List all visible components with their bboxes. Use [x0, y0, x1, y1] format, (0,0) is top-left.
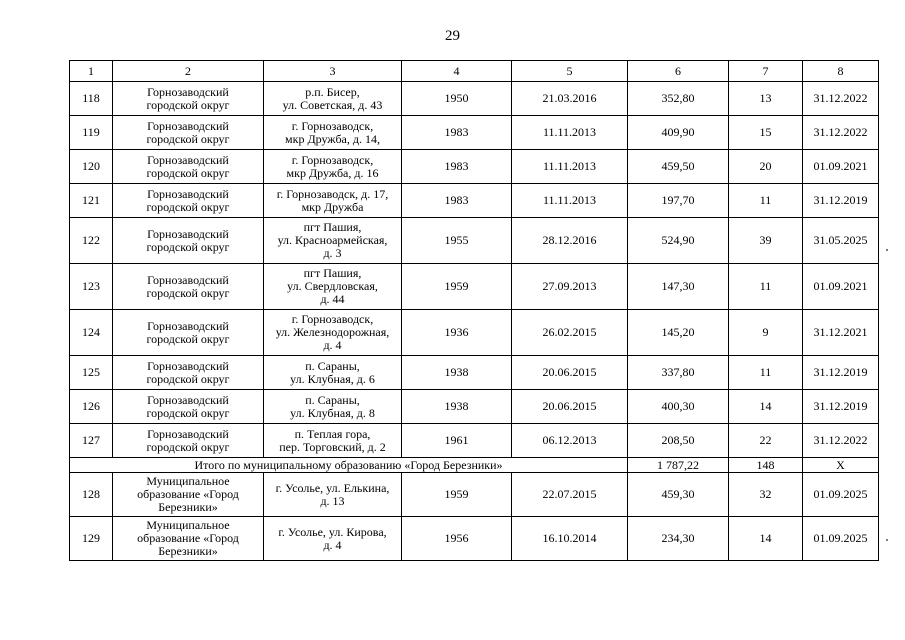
build-year-cell	[402, 473, 512, 517]
build-year-cell	[402, 310, 512, 356]
table-row	[70, 310, 879, 356]
build-year-text: 1955	[444, 233, 469, 247]
residents-cell	[729, 390, 803, 424]
row-number-text: 119	[82, 125, 100, 139]
table-row	[70, 473, 879, 517]
resettlement-deadline-text: 01.09.2025	[813, 487, 868, 501]
build-year-text: 1959	[444, 487, 469, 501]
subtotal-label: Итого по муниципальному образованию «Город Березники»	[70, 458, 628, 473]
recognition-date-text: 11.11.2013	[542, 159, 597, 173]
resettlement-deadline-cell	[803, 184, 879, 218]
residents-text: 14	[759, 399, 772, 413]
area-cell	[628, 310, 729, 356]
area-cell	[628, 116, 729, 150]
recognition-date-text: 27.09.2013	[542, 279, 597, 293]
resettlement-deadline-text: 31.12.2022	[813, 91, 868, 105]
municipality-text: Горнозаводский городской округ	[146, 152, 230, 180]
recognition-date-cell	[512, 116, 628, 150]
header-cell: 3	[264, 61, 402, 82]
municipality-cell	[113, 356, 264, 390]
area-text: 208,50	[661, 433, 695, 447]
resettlement-deadline-cell	[803, 517, 879, 561]
address-text: р.п. Бисер, ул. Советская, д. 43	[282, 84, 383, 112]
recognition-date-text: 21.03.2016	[542, 91, 597, 105]
residents-text: 39	[759, 233, 772, 247]
area-cell	[628, 150, 729, 184]
header-cell: 6	[628, 61, 729, 82]
residents-text: 20	[759, 159, 772, 173]
address-text: пгт Пашия, ул. Свердловская, д. 44	[287, 266, 378, 306]
address-cell	[264, 82, 402, 116]
residents-text: 14	[759, 531, 772, 545]
area-text: 459,30	[661, 487, 695, 501]
area-cell	[628, 390, 729, 424]
residents-cell	[729, 184, 803, 218]
table-body-gornozavodsk	[70, 82, 879, 458]
resettlement-deadline-text: 31.05.2025	[813, 233, 868, 247]
recognition-date-cell	[512, 473, 628, 517]
area-cell	[628, 218, 729, 264]
municipality-cell	[113, 424, 264, 458]
header-cell: 4	[402, 61, 512, 82]
municipality-text: Горнозаводский городской округ	[146, 318, 230, 346]
header-cell: 2	[113, 61, 264, 82]
resettlement-deadline-cell	[803, 473, 879, 517]
resettlement-deadline-text: 31.12.2022	[813, 433, 868, 447]
row-number-cell	[70, 390, 113, 424]
recognition-date-text: 11.11.2013	[542, 125, 597, 139]
area-text: 147,30	[661, 279, 695, 293]
recognition-date-text: 20.06.2015	[542, 365, 597, 379]
municipality-cell	[113, 390, 264, 424]
municipality-text: Горнозаводский городской округ	[146, 226, 230, 254]
address-text: п. Теплая гора, пер. Торговский, д. 2	[279, 426, 386, 454]
row-number-text: 123	[82, 279, 100, 293]
resettlement-deadline-text: 31.12.2022	[813, 125, 868, 139]
build-year-cell	[402, 356, 512, 390]
area-text: 409,90	[661, 125, 695, 139]
area-text: 197,70	[661, 193, 695, 207]
build-year-cell	[402, 218, 512, 264]
recognition-date-cell	[512, 310, 628, 356]
recognition-date-text: 06.12.2013	[542, 433, 597, 447]
table-row	[70, 82, 879, 116]
municipality-cell	[113, 116, 264, 150]
table-row	[70, 356, 879, 390]
municipality-cell	[113, 517, 264, 561]
build-year-cell	[402, 517, 512, 561]
subtotal-area: 1 787,22	[628, 458, 729, 473]
resettlement-deadline-cell	[803, 150, 879, 184]
address-text: г. Горнозаводск, мкр Дружба, д. 16	[286, 152, 379, 180]
address-text: г. Горнозаводск, д. 17, мкр Дружба	[276, 186, 389, 214]
residents-cell	[729, 310, 803, 356]
build-year-cell	[402, 184, 512, 218]
resettlement-deadline-text: 31.12.2019	[813, 193, 868, 207]
header-row	[70, 61, 879, 82]
residents-cell	[729, 82, 803, 116]
area-cell	[628, 264, 729, 310]
table-row	[70, 424, 879, 458]
municipality-cell	[113, 184, 264, 218]
subtotal-row	[70, 458, 879, 473]
municipality-cell	[113, 150, 264, 184]
municipality-text: Горнозаводский городской округ	[146, 272, 230, 300]
scan-speck	[886, 539, 888, 541]
recognition-date-text: 22.07.2015	[542, 487, 597, 501]
residents-text: 9	[762, 325, 769, 339]
resettlement-deadline-cell	[803, 264, 879, 310]
address-text: г. Усолье, ул. Елькина, д. 13	[275, 480, 390, 508]
area-text: 400,30	[661, 399, 695, 413]
municipality-text: Горнозаводский городской округ	[146, 84, 230, 112]
recognition-date-cell	[512, 356, 628, 390]
subtotal-people: 148	[729, 458, 803, 473]
build-year-text: 1961	[444, 433, 469, 447]
recognition-date-text: 28.12.2016	[542, 233, 597, 247]
table-row	[70, 184, 879, 218]
address-cell	[264, 473, 402, 517]
header-cell: 7	[729, 61, 803, 82]
municipality-cell	[113, 218, 264, 264]
area-cell	[628, 424, 729, 458]
row-number-cell	[70, 473, 113, 517]
address-text: г. Усолье, ул. Кирова, д. 4	[278, 524, 387, 552]
row-number-cell	[70, 310, 113, 356]
recognition-date-cell	[512, 150, 628, 184]
header-cell: 1	[70, 61, 113, 82]
municipality-text: Муниципальное образование «Город Березники»	[137, 474, 239, 514]
residents-cell	[729, 356, 803, 390]
recognition-date-text: 16.10.2014	[542, 531, 597, 545]
row-number-cell	[70, 264, 113, 310]
recognition-date-cell	[512, 517, 628, 561]
resettlement-deadline-cell	[803, 390, 879, 424]
address-cell	[264, 356, 402, 390]
municipality-text: Горнозаводский городской округ	[146, 118, 230, 146]
header-cell: 8	[803, 61, 879, 82]
resettlement-deadline-text: 31.12.2019	[813, 399, 868, 413]
build-year-cell	[402, 150, 512, 184]
recognition-date-text: 20.06.2015	[542, 399, 597, 413]
address-cell	[264, 310, 402, 356]
area-cell	[628, 517, 729, 561]
area-text: 234,30	[661, 531, 695, 545]
build-year-text: 1983	[444, 125, 469, 139]
area-cell	[628, 82, 729, 116]
residents-text: 22	[759, 433, 772, 447]
area-text: 352,80	[661, 91, 695, 105]
area-text: 337,80	[661, 365, 695, 379]
row-number-cell	[70, 150, 113, 184]
table-row	[70, 150, 879, 184]
table-row	[70, 264, 879, 310]
row-number-cell	[70, 82, 113, 116]
row-number-cell	[70, 116, 113, 150]
row-number-text: 124	[82, 325, 100, 339]
address-text: г. Горнозаводск, мкр Дружба, д. 14,	[285, 118, 380, 146]
address-text: пгт Пашия, ул. Красноармейская, д. 3	[277, 220, 388, 260]
recognition-date-cell	[512, 390, 628, 424]
area-text: 145,20	[661, 325, 695, 339]
recognition-date-cell	[512, 184, 628, 218]
build-year-text: 1950	[444, 91, 469, 105]
build-year-cell	[402, 264, 512, 310]
build-year-text: 1938	[444, 399, 469, 413]
recognition-date-text: 26.02.2015	[542, 325, 597, 339]
address-cell	[264, 218, 402, 264]
row-number-cell	[70, 424, 113, 458]
address-cell	[264, 150, 402, 184]
resettlement-deadline-cell	[803, 82, 879, 116]
build-year-text: 1959	[444, 279, 469, 293]
resettlement-deadline-cell	[803, 218, 879, 264]
residents-text: 11	[759, 279, 772, 293]
table-row	[70, 390, 879, 424]
row-number-text: 121	[82, 193, 100, 207]
municipality-text: Горнозаводский городской округ	[146, 186, 230, 214]
area-cell	[628, 473, 729, 517]
subtotal-section	[70, 458, 879, 473]
resettlement-deadline-text: 31.12.2019	[813, 365, 868, 379]
area-text: 524,90	[661, 233, 695, 247]
resettlement-deadline-text: 01.09.2025	[813, 531, 868, 545]
resettlement-deadline-text: 31.12.2021	[813, 325, 868, 339]
residents-text: 13	[759, 91, 772, 105]
build-year-cell	[402, 390, 512, 424]
residents-text: 11	[759, 365, 772, 379]
row-number-cell	[70, 356, 113, 390]
row-number-text: 118	[82, 91, 100, 105]
area-text: 459,50	[661, 159, 695, 173]
residents-cell	[729, 150, 803, 184]
recognition-date-text: 11.11.2013	[542, 193, 597, 207]
subtotal-mark: X	[803, 458, 879, 473]
address-text: п. Сараны, ул. Клубная, д. 6	[290, 358, 375, 386]
row-number-text: 122	[82, 233, 100, 247]
row-number-text: 129	[82, 531, 100, 545]
row-number-cell	[70, 218, 113, 264]
row-number-text: 127	[82, 433, 100, 447]
build-year-text: 1938	[444, 365, 469, 379]
address-cell	[264, 264, 402, 310]
row-number-text: 125	[82, 365, 100, 379]
address-cell	[264, 390, 402, 424]
build-year-text: 1983	[444, 193, 469, 207]
table-row	[70, 517, 879, 561]
municipality-cell	[113, 473, 264, 517]
build-year-cell	[402, 116, 512, 150]
address-text: п. Сараны, ул. Клубная, д. 8	[290, 392, 375, 420]
municipality-cell	[113, 82, 264, 116]
municipality-text: Горнозаводский городской округ	[146, 358, 230, 386]
row-number-cell	[70, 517, 113, 561]
scan-speck	[886, 249, 888, 251]
recognition-date-cell	[512, 264, 628, 310]
area-cell	[628, 356, 729, 390]
municipality-text: Горнозаводский городской округ	[146, 426, 230, 454]
address-cell	[264, 116, 402, 150]
municipality-text: Горнозаводский городской округ	[146, 392, 230, 420]
resettlement-deadline-text: 01.09.2021	[813, 279, 868, 293]
address-cell	[264, 517, 402, 561]
resettlement-deadline-text: 01.09.2021	[813, 159, 868, 173]
resettlement-deadline-cell	[803, 424, 879, 458]
residents-cell	[729, 116, 803, 150]
residents-text: 15	[759, 125, 772, 139]
housing-registry-table	[69, 60, 879, 561]
address-text: г. Горнозаводск, ул. Железнодорожная, д. 4	[275, 312, 390, 352]
recognition-date-cell	[512, 218, 628, 264]
municipality-cell	[113, 310, 264, 356]
build-year-cell	[402, 82, 512, 116]
build-year-text: 1983	[444, 159, 469, 173]
residents-cell	[729, 218, 803, 264]
table-row	[70, 116, 879, 150]
residents-cell	[729, 473, 803, 517]
build-year-cell	[402, 424, 512, 458]
address-cell	[264, 424, 402, 458]
row-number-text: 120	[82, 159, 100, 173]
recognition-date-cell	[512, 424, 628, 458]
residents-cell	[729, 517, 803, 561]
resettlement-deadline-cell	[803, 116, 879, 150]
municipality-cell	[113, 264, 264, 310]
residents-text: 32	[759, 487, 772, 501]
resettlement-deadline-cell	[803, 310, 879, 356]
resettlement-deadline-cell	[803, 356, 879, 390]
row-number-text: 126	[82, 399, 100, 413]
row-number-text: 128	[82, 487, 100, 501]
header-cell: 5	[512, 61, 628, 82]
table-row	[70, 218, 879, 264]
area-cell	[628, 184, 729, 218]
table-body-berezniki	[70, 473, 879, 561]
residents-text: 11	[759, 193, 772, 207]
address-cell	[264, 184, 402, 218]
residents-cell	[729, 264, 803, 310]
recognition-date-cell	[512, 82, 628, 116]
build-year-text: 1956	[444, 531, 469, 545]
page-number: 29	[445, 28, 460, 44]
build-year-text: 1936	[444, 325, 469, 339]
row-number-cell	[70, 184, 113, 218]
residents-cell	[729, 424, 803, 458]
municipality-text: Муниципальное образование «Город Березники»	[137, 518, 239, 558]
